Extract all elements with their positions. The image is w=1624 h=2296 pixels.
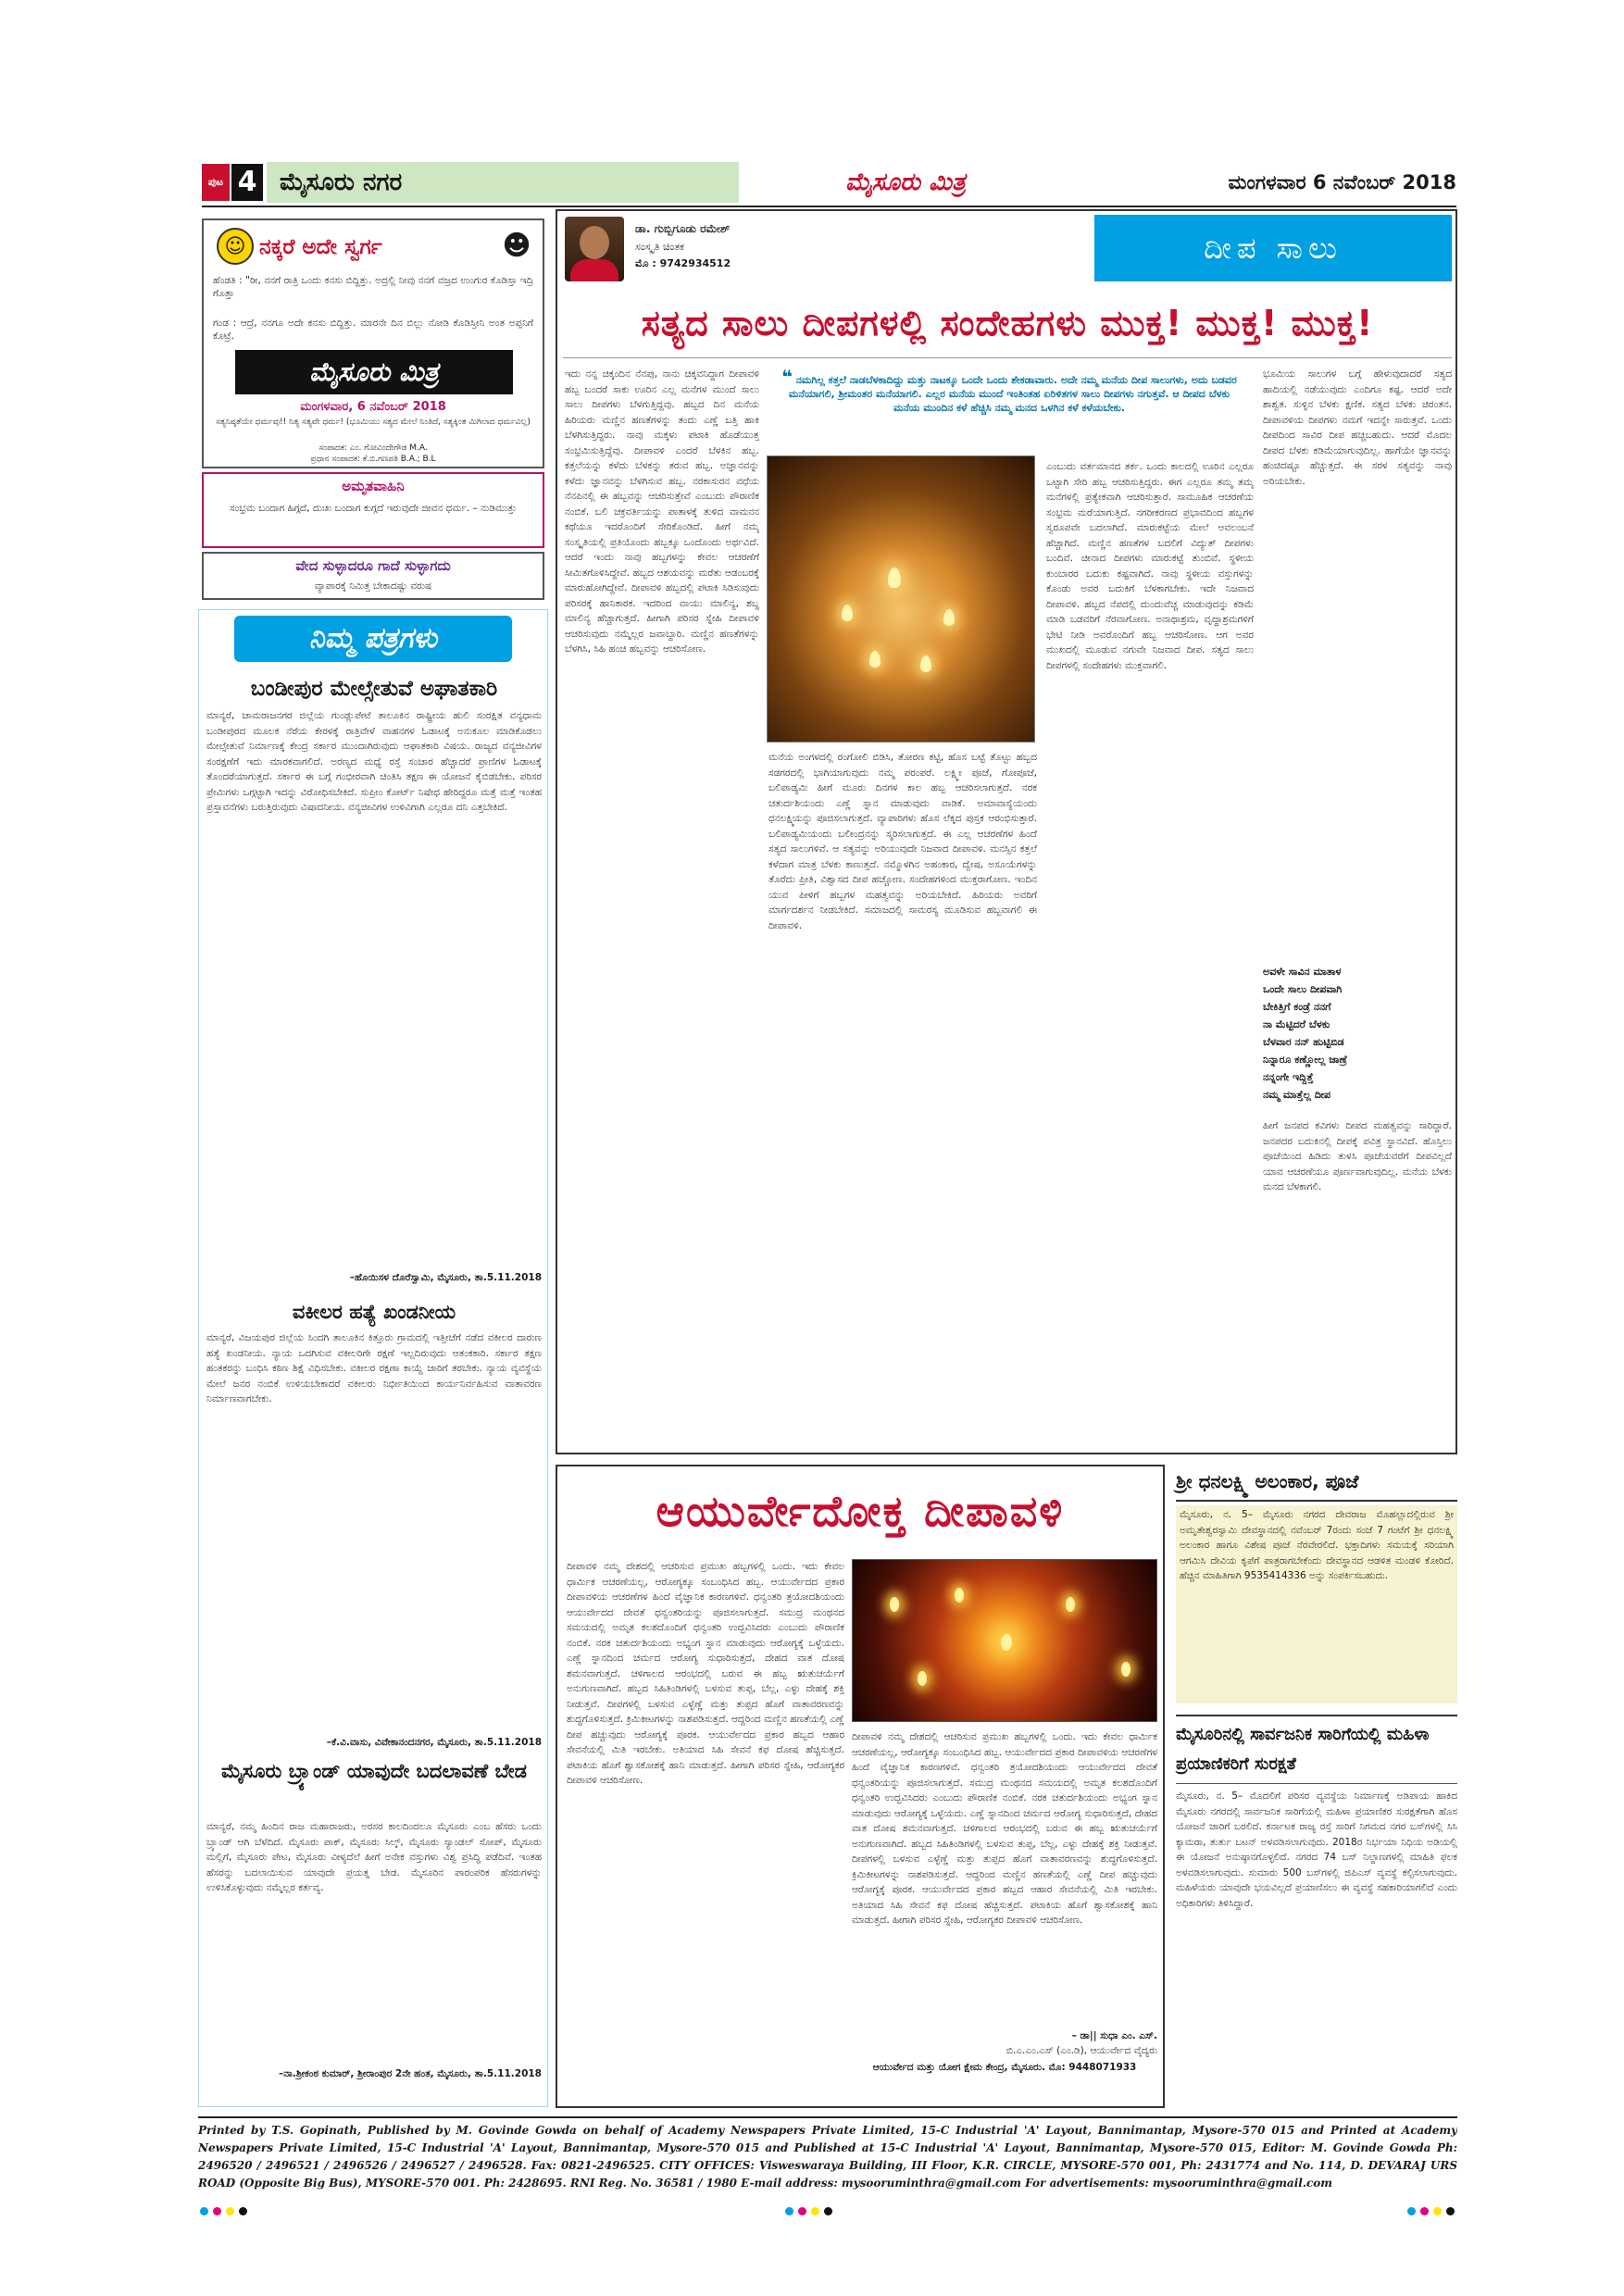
dhanalakshmi-rule xyxy=(1176,1500,1457,1502)
mahila-title: ಮೈಸೂರಿನಲ್ಲಿ ಸಾರ್ವಜನಿಕ ಸಾರಿಗೆಯಲ್ಲಿ ಮಹಿಳಾ ಪ್ರಯಾಣಿಕರಿಗೆ ಸುರಕ್ಷತೆ xyxy=(1176,1725,1430,1774)
author-photo xyxy=(565,217,624,281)
letter-3-signature: –ನಾ.ಶ್ರೀಕಂಠ ಕುಮಾರ್, ಶ್ರೀರಾಂಪುರ 2ನೇ ಹಂತ, ಮೈಸೂರು, ತಾ.5.11.2018 xyxy=(279,2068,542,2079)
deepa-col-mid: ಮನೆಯ ಅಂಗಳದಲ್ಲಿ ರಂಗೋಲಿ ಬಿಡಿಸಿ, ತೋರಣ ಕಟ್ಟಿ, ಹೊಸ ಬಟ್ಟೆ ತೊಟ್ಟು ಹಬ್ಬದ ಸಡಗರದಲ್ಲಿ ಭಾಗಿಯಾಗುವುದು ನಮ್ಮ ಪರಂಪರೆ. ಲಕ್ಷ್ಮೀ ಪೂಜೆ, ಗೋಪೂಜೆ, ಬಲಿಪಾಡ್ಯಮಿ ಹೀಗೆ ಮೂರು ದಿನಗಳ ಕಾಲ ಹಬ್ಬ ಆಚರಿಸಲಾಗುತ್ತದೆ. ನರಕ ಚತುರ್ದಶಿಯಂದು ಎಣ್ಣೆ ಸ್ನಾನ ಮಾಡುವುದು ವಾಡಿಕೆ. ಅಮಾವಾಸ್ಯೆಯಂದು ಧನಲಕ್ಷ್ಮಿಯನ್ನು ಪೂಜಿಸಲಾಗುತ್ತದೆ. ವ್ಯಾಪಾರಿಗಳು ಹೊಸ ಲೆಕ್ಕದ ಪುಸ್ತಕ ಆರಂಭಿಸುತ್ತಾರೆ. ಬಲಿಪಾಡ್ಯಮಿಯಂದು ಬಲೀಂದ್ರನನ್ನು ಸ್ಮರಿಸಲಾಗುತ್ತದೆ. ಈ ಎಲ್ಲ ಆಚರಣೆಗಳ ಹಿಂದೆ ಸತ್ಯದ ಸಾಲುಗಳಿವೆ. ಆ ಸತ್ಯವನ್ನು ಅರಿಯುವುದೇ ನಿಜವಾದ ದೀಪಾವಳಿ. ಮನಸ್ಸಿನ ಕತ್ತಲೆ ಕಳೆದಾಗ ಮಾತ್ರ ಬೆಳಕು ಕಾಣುತ್ತದೆ. ನಮ್ಮೊಳಗಿನ ಅಹಂಕಾರ, ದ್ವೇಷ, ಅಸೂಯೆಗಳನ್ನು ತೊರೆದು ಪ್ರೀತಿ, ವಿಶ್ವಾಸದ ದೀಪ ಹಚ್ಚೋಣ. ಸಂದೇಹಗಳಿಂದ ಮುಕ್ತರಾಗೋಣ. ಇಂದಿನ ಯುವ ಪೀಳಿಗೆ ಹಬ್ಬಗಳ ಮಹತ್ವವನ್ನು ಅರಿಯಬೇಕಿದೆ. ಹಿರಿಯರು ಅವರಿಗೆ ಮಾರ್ಗದರ್ಶನ ನೀಡಬೇಕಿದೆ. ಸಮಾಜದಲ್ಲಿ ಸಾಮರಸ್ಯ ಮೂಡಿಸುವ ಹಬ್ಬವಾಗಲಿ ಈ ದೀಪಾವಳಿ. xyxy=(768,752,1037,931)
registration-mark-black xyxy=(239,2207,247,2215)
diya-flame-icon-2 xyxy=(842,605,853,621)
mahila-rule xyxy=(1176,1783,1457,1784)
letter-2-title: ವಕೀಲರ ಹತ್ಯೆ ಖಂಡನೀಯ xyxy=(292,1301,456,1323)
registration-mark-cyan xyxy=(1407,2207,1416,2215)
deepa-headline: ಸತ್ಯದ ಸಾಲು ದೀಪಗಳಲ್ಲಿ ಸಂದೇಹಗಳು ಮುಕ್ತ! ಮುಕ್ತ! ಮುಕ್ತ! xyxy=(641,303,1374,343)
dhanalakshmi-title: ಶ್ರೀ ಧನಲಕ್ಷ್ಮಿ ಅಲಂಕಾರ, ಪೂಜೆ xyxy=(1176,1470,1359,1492)
ayurveda-byline-qualification: ಬಿ.ಎ.ಎಂ.ಎಸ್ (ಎಂ.ಡಿ), ಆಯುರ್ವೇದ ವೈದ್ಯರು xyxy=(1006,2045,1157,2056)
footer-rule xyxy=(198,2116,1457,2118)
humor-box xyxy=(202,218,544,468)
lamp-flame-icon xyxy=(918,1671,927,1686)
lamp-flame-icon xyxy=(890,1597,899,1612)
amrutha-text: ಸಂಭ್ರಮ ಬಂದಾಗ ಹಿಗ್ಗದೆ, ದುಃಖ ಬಂದಾಗ ಕುಗ್ಗದೆ ಇರುವುದೇ ಜೀವನ ಧರ್ಮ. – ನುಡಿಮುತ್ತು xyxy=(230,503,517,514)
deepa-col-3: ಎಂಬುದು ವರ್ತಮಾನದ ತರ್ಕ. ಒಂದು ಕಾಲದಲ್ಲಿ ಊರಿನ ಎಲ್ಲರೂ ಒಟ್ಟಾಗಿ ಸೇರಿ ಹಬ್ಬ ಆಚರಿಸುತ್ತಿದ್ದರು. ಈಗ ಎಲ್ಲರೂ ತಮ್ಮ ತಮ್ಮ ಮನೆಗಳಲ್ಲಿ ಪ್ರತ್ಯೇಕವಾಗಿ ಆಚರಿಸುತ್ತಾರೆ. ಸಾಮೂಹಿಕ ಆಚರಣೆಯ ಸಂಭ್ರಮ ಮರೆಯಾಗುತ್ತಿದೆ. ನಗರೀಕರಣದ ಪ್ರಭಾವದಿಂದ ಹಬ್ಬಗಳ ಸ್ವರೂಪವೇ ಬದಲಾಗಿದೆ. ಮಾರುಕಟ್ಟೆಯ ಮೇಲೆ ಅವಲಂಬನೆ ಹೆಚ್ಚಾಗಿದೆ. ಮಣ್ಣಿನ ಹಣತೆಗಳ ಬದಲಿಗೆ ವಿದ್ಯುತ್ ದೀಪಗಳು ಬಂದಿವೆ. ಚೀನಾದ ದೀಪಗಳು ಮಾರುಕಟ್ಟೆ ತುಂಬಿವೆ. ಸ್ಥಳೀಯ ಕುಂಬಾರರ ಬದುಕು ಕಷ್ಟವಾಗಿದೆ. ನಾವು ಸ್ಥಳೀಯ ವಸ್ತುಗಳನ್ನು ಕೊಂಡು ಅವರ ಬದುಕಿಗೆ ಬೆಳಕಾಗಬೇಕು. ಇದೇ ನಿಜವಾದ ದೀಪಾವಳಿ. ಹಬ್ಬದ ನೆಪದಲ್ಲಿ ದುಂದುವೆಚ್ಚ ಮಾಡುವುದನ್ನು ಕಡಿಮೆ ಮಾಡಿ ಬಡವರಿಗೆ ನೆರವಾಗೋಣ. ಅನಾಥಾಶ್ರಮ, ವೃದ್ಧಾಶ್ರಮಗಳಿಗೆ ಭೇಟಿ ನೀಡಿ ಅವರೊಂದಿಗೆ ಹಬ್ಬ ಆಚರಿಸೋಣ. ಆಗ ಅವರ ಮುಖದಲ್ಲಿ ಮೂಡುವ ನಗುವೇ ನಿಜವಾದ ದೀಪ. ಸತ್ಯದ ಸಾಲು ದೀಪಗಳಲ್ಲಿ ಸಂದೇಹಗಳು ಮುಕ್ತವಾಗಲಿ. xyxy=(1046,461,1254,671)
poem-line: ನಮ್ಮ ಮಾತ್ತೆಲ್ಲ ದೀಪ xyxy=(1263,1089,1331,1101)
registration-mark-cyan xyxy=(200,2207,208,2215)
letter-1-body: ಮಾನ್ಯರೆ, ಚಾಮರಾಜನಗರ ಜಿಲ್ಲೆಯ ಗುಂಡ್ಲುಪೇಟೆ ತಾಲೂಕಿನ ರಾಷ್ಟ್ರೀಯ ಹುಲಿ ಸಂರಕ್ಷಿತ ವನ್ಯಧಾಮ ಬಂಡೀಪುರದ ಮೂಲಕ ನೆರೆಯ ಕೇರಳಕ್ಕೆ ರಾತ್ರಿವೇಳೆ ವಾಹನಗಳ ಓಡಾಟಕ್ಕೆ ಅನುಕೂಲ ಮಾಡಿಕೊಡಲು ಮೇಲ್ಸೇತುವೆ ನಿರ್ಮಾಣಕ್ಕೆ ಕೇಂದ್ರ ಸರ್ಕಾರ ಮುಂದಾಗಿರುವುದು ಆಘಾತಕಾರಿ ವಿಷಯ. ರಾಜ್ಯದ ವನ್ಯಜೀವಿಗಳ ಸಂರಕ್ಷಣೆಗೆ ಇದು ಮಾರಕವಾಗಲಿದೆ. ಅರಣ್ಯದ ಮಧ್ಯೆ ರಸ್ತೆ ಸಂಚಾರ ಹೆಚ್ಚಾದರೆ ಪ್ರಾಣಿಗಳ ಓಡಾಟಕ್ಕೆ ತೊಂದರೆಯಾಗುತ್ತದೆ. ಸರ್ಕಾರ ಈ ಬಗ್ಗೆ ಗಂಭೀರವಾಗಿ ಚಿಂತಿಸಿ ತಕ್ಷಣ ಈ ಯೋಜನೆ ಕೈಬಿಡಬೇಕು. ಪರಿಸರ ಪ್ರೇಮಿಗಳು ಒಗ್ಗಟ್ಟಾಗಿ ಇದನ್ನು ವಿರೋಧಿಸಬೇಕಿದೆ. ಸುಪ್ರೀಂ ಕೋರ್ಟ್ ನಿಷೇಧ ಹೇರಿದ್ದರೂ ಮತ್ತೆ ಮತ್ತೆ ಇಂತಹ ಪ್ರಸ್ತಾವನೆಗಳು ಬರುತ್ತಿರುವುದು ವಿಷಾದನೀಯ. ವನ್ಯಜೀವಿಗಳ ಉಳಿವಿಗಾಗಿ ಎಲ್ಲರೂ ದನಿ ಎತ್ತಬೇಕಿದೆ. xyxy=(206,710,542,813)
header-rule xyxy=(202,206,1456,207)
pullquote-text: ನಮಗಿಲ್ಲ ಕತ್ತಲೆ ನಾಡಬೆಳಕಾದಿದ್ದು ಮತ್ತು ನಾಟಕ್ಕೂ ಒಂದೇ ಒಂದು ಶೇಕಡಾವಾರು. ಅದೇ ನಮ್ಮ ಮನೆಯ ದೀಪ ಸಾಲುಗಳು, ಅದು ಬಡವರ ಮನೆಯಾಗಲಿ, ಶ್ರೀಮಂತರ ಮನೆಯಾಗಲಿ. ಎಲ್ಲರ ಮನೆಯ ಮುಂದೆ ಇಂತಿಂತಹ ಏರಿಳಿತಗಳ ಸಾಲು ದೀಪಗಳು ನಗುತ್ತವೆ. ಆ ದೀಪದ ಬೆಳಕು ಮನೆಯ ಮುಂದಿನ ಕಳೆ ಹೆಚ್ಚಿಸಿ ನಮ್ಮ ಮನದ ಒಳಗಿನ ಕಳೆ ಕಳೆಯಬೇಕು. xyxy=(788,374,1237,414)
deepa-col-4: ಭೂಮಿಯ ಸಾಲುಗಳ ಬಗ್ಗೆ ಹೇಳುವುದಾದರೆ ಸತ್ಯದ ಹಾದಿಯಲ್ಲಿ ನಡೆಯುವುದು ಎಂದಿಗೂ ಕಷ್ಟ. ಆದರೆ ಅದೇ ಶಾಶ್ವತ. ಸುಳ್ಳಿನ ಬೆಳಕು ಕ್ಷಣಿಕ. ಸತ್ಯದ ಬೆಳಕು ಚಿರಂತನ. ದೀಪಾವಳಿಯ ದೀಪಗಳು ನಮಗೆ ಇದನ್ನೇ ಸಾರುತ್ತವೆ. ಒಂದು ದೀಪದಿಂದ ಸಾವಿರ ದೀಪ ಹಚ್ಚಬಹುದು. ಆದರೆ ಮೊದಲ ದೀಪದ ಬೆಳಕು ಕಡಿಮೆಯಾಗುವುದಿಲ್ಲ. ಹಾಗೆಯೇ ಜ್ಞಾನವನ್ನು ಹಂಚಿದಷ್ಟೂ ಹೆಚ್ಚುತ್ತದೆ. ಈ ಸರಳ ಸತ್ಯವನ್ನು ನಾವು ಅರಿಯಬೇಕು. xyxy=(1263,368,1452,487)
author-shirt-icon xyxy=(570,259,618,281)
headline-rule xyxy=(563,357,1452,358)
letter-2-signature: –ಕೆ.ವಿ.ವಾಸು, ವಿವೇಕಾನಂದನಗರ, ಮೈಸೂರು, ತಾ.5.11.2018 xyxy=(326,1737,542,1748)
ayurveda-article xyxy=(556,1465,1165,2108)
registration-mark-magenta xyxy=(798,2207,806,2215)
ayurveda-byline-contact: ಆಯುರ್ವೇದ ಮತ್ತು ಯೋಗ ಕ್ಷೇಮ ಕೇಂದ್ರ, ಮೈಸೂರು. ಮೊ: 9448071933 xyxy=(872,2062,1137,2073)
letter-1-title: ಬಂಡೀಪುರ ಮೇಲ್ಸೇತುವೆ ಅಘಾತಕಾರಿ xyxy=(250,677,498,701)
amrutha-box xyxy=(202,472,544,548)
poem-line: ಬೆಳವಾರ ನನ್ ಹುಟ್ಟಿಬಿಡ xyxy=(1263,1036,1344,1048)
letter-3-title: ಮೈಸೂರು ಬ್ರ್ಯಾಂಡ್ ಯಾವುದೇ ಬದಲಾವಣೆ ಬೇಡ xyxy=(220,1760,528,1782)
letter-2-body: ಮಾನ್ಯರೆ, ವಿಜಯಪುರ ಜಿಲ್ಲೆಯ ಸಿಂದಗಿ ತಾಲೂಕಿನ ಕಿತ್ತೂರು ಗ್ರಾಮದಲ್ಲಿ ಇತ್ತೀಚೆಗೆ ನಡೆದ ವಕೀಲರ ದಾರುಣ ಹತ್ಯೆ ಖಂಡನೀಯ. ನ್ಯಾಯ ಒದಗಿಸುವ ವಕೀಲರಿಗೇ ರಕ್ಷಣೆ ಇಲ್ಲದಿರುವುದು ಆತಂಕಕಾರಿ. ಸರ್ಕಾರ ತಕ್ಷಣ ಹಂತಕರನ್ನು ಬಂಧಿಸಿ ಕಠಿಣ ಶಿಕ್ಷೆ ವಿಧಿಸಬೇಕು. ವಕೀಲರ ರಕ್ಷಣಾ ಕಾಯ್ದೆ ಜಾರಿಗೆ ತರಬೇಕು. ನ್ಯಾಯ ವ್ಯವಸ್ಥೆಯ ಮೇಲೆ ಜನರ ನಂಬಿಕೆ ಉಳಿಯಬೇಕಾದರೆ ವಕೀಲರು ನಿರ್ಭೀತಿಯಿಂದ ಕಾರ್ಯನಿರ್ವಹಿಸುವ ವಾತಾವರಣ ನಿರ್ಮಾಣವಾಗಬೇಕು. xyxy=(206,1332,542,1404)
lamp-flame-icon xyxy=(955,1588,964,1603)
amrutha-title: ಅಮೃತವಾಹಿನಿ xyxy=(342,478,405,494)
letter-1-signature: –ಹೊಯಿಸಳ ದೊರೆಸ್ವಾಮಿ, ಮೈಸೂರು, ತಾ.5.11.2018 xyxy=(349,1272,542,1283)
page-label-box: ಪುಟ xyxy=(202,164,230,201)
lamp-flame-icon xyxy=(1066,1597,1075,1612)
registration-mark-yellow xyxy=(226,2207,234,2215)
letter-3-body: ಮಾನ್ಯರೆ, ನಮ್ಮ ಹಿಂದಿನ ರಾಜ ಮಹಾರಾಜರು, ಅರಸರ ಕಾಲದಿಂದಲೂ ಮೈಸೂರು ಎಂಬ ಹೆಸರು ಒಂದು ಬ್ರ್ಯಾಂಡ್ ಆಗಿ ಬೆಳೆದಿದೆ. ಮೈಸೂರು ಪಾಕ್, ಮೈಸೂರು ಸಿಲ್ಕ್, ಮೈಸೂರು ಸ್ಯಾಂಡಲ್ ಸೋಪ್, ಮೈಸೂರು ಮಲ್ಲಿಗೆ, ಮೈಸೂರು ಪೇಟ, ಮೈಸೂರು ವೀಳ್ಯದೆಲೆ ಹೀಗೆ ಅನೇಕ ವಸ್ತುಗಳು ವಿಶ್ವ ಪ್ರಸಿದ್ಧಿ ಪಡೆದಿವೆ. ಇಂತಹ ಹೆಸರನ್ನು ಬದಲಾಯಿಸುವ ಯಾವುದೇ ಪ್ರಯತ್ನ ಬೇಡ. ಮೈಸೂರಿನ ಪಾರಂಪರಿಕ ಹೆಸರುಗಳನ್ನು ಉಳಿಸಿಕೊಳ್ಳುವುದು ನಮ್ಮೆಲ್ಲರ ಕರ್ತವ್ಯ. xyxy=(206,1821,542,1893)
page-date: ಮಂಗಳವಾರ 6 ನವೆಂಬರ್ 2018 xyxy=(1228,171,1456,193)
vedha-text: ವ್ಯಾಪಾರಕ್ಕೆ ನಿಮಿತ್ತ ಬೇಕಾದಷ್ಟು ವರುಷ xyxy=(314,580,432,592)
ayurveda-byline: – ಡಾ|| ಸುಧಾ ಎಂ. ಎಸ್. xyxy=(1071,2030,1157,2041)
deepa-pullquote xyxy=(768,365,1250,450)
dhanalakshmi-body: ಮೈಸೂರು, ನ. 5– ಮೈಸೂರು ನಗರದ ದೇವರಾಜ ಮೊಹಲ್ಲಾದಲ್ಲಿರುವ ಶ್ರೀ ಅಮೃತೇಶ್ವರಸ್ವಾಮಿ ದೇವಸ್ಥಾನದಲ್ಲಿ ನವೆಂಬರ್ 7ರಂದು ಸಂಜೆ 7 ಗಂಟೆಗೆ ಶ್ರೀ ಧನಲಕ್ಷ್ಮಿ ಅಲಂಕಾರ ಹಾಗೂ ವಿಶೇಷ ಪೂಜೆ ನೆರವೇರಲಿದೆ. ಭಕ್ತಾದಿಗಳು ಸಮಯಕ್ಕೆ ಸರಿಯಾಗಿ ಆಗಮಿಸಿ ದೇವಿಯ ಕೃಪೆಗೆ ಪಾತ್ರರಾಗಬೇಕೆಂದು ದೇವಸ್ಥಾನದ ಆಡಳಿತ ಮಂಡಳಿ ಕೋರಿದೆ. ಹೆಚ್ಚಿನ ಮಾಹಿತಿಗಾಗಿ 9535414336 ಅನ್ನು ಸಂಪರ್ಕಿಸಬಹುದು. xyxy=(1176,1505,1457,1703)
registration-mark-black xyxy=(824,2207,832,2215)
footer-imprint: Printed by T.S. Gopinath, Published by M. Govinde Gowda on behalf of Academy Newspapers Private Limited, 15-C Industrial 'A' Layout, Bannimantap, Mysore-570 015 and Printed at Academy Newspapers Private Limited, 15-C Industrial 'A' Layout, Bannimantap, Mysore-570 015 and Published at 15-C Industrial 'A' Layout, Bannimantap, Mysore-570 015, Editor: M. Govinde Gowda Ph: 2496520 / 2496521 / 2496526 / 2496527 / 2496528. Fax: 0821-2496525. CITY OFFICES: Visweswaraya Building, III Floor, K.R. CIRCLE, MYSORE-570 001, Ph: 2431774 and No. 114, D. DEVARAJ URS ROAD (Opposite Big Bus), MYSORE-570 001. Ph: 2428695. RNI Reg. No. 36581 / 1980 E-mail address: mysooruminthra@gmail.com For advertisements: mysooruminthra@gmail.com xyxy=(198,2124,1457,2190)
letters-section xyxy=(198,609,548,2107)
registration-mark-magenta xyxy=(213,2207,221,2215)
diya-flame-icon-4 xyxy=(869,651,881,668)
laugh-icon: ☺ xyxy=(217,228,254,265)
vedha-box xyxy=(202,552,544,600)
diya-flame-icon-3 xyxy=(943,609,955,626)
deepa-article xyxy=(556,209,1457,1454)
author-phone: ಮೊ : 9742934512 xyxy=(635,257,731,269)
humor-line-husband: ಗಂಡ : ಆದ್ರೆ, ನನಗೂ ಅದೇ ಕನಸು ಬಿದ್ದಿತ್ತು. ಮಾರನೇ ದಿನ ಬಿಲ್ಲು ನೋಡಿ ಕೊಡಿಸ್ತೀನಿ ಅಂತ ಅಪ್ಪನಿಗೆ ಕೊಟ್ರೆ. xyxy=(213,318,533,342)
poem-line: ನನ್ನಂಗೇ ಇದ್ದಿತ್ತೆ xyxy=(1263,1071,1314,1083)
mitra-logo-box: ಮೈಸೂರು ಮಿತ್ರ xyxy=(235,350,513,394)
humor-line-wife: ಹೆಂಡತಿ : "ರೀ, ನನಗೆ ರಾತ್ರಿ ಒಂದು ಕನಸು ಬಿದ್ದಿತ್ತು. ಅದ್ರಲ್ಲಿ ನೀವು ನನಗೆ ವಜ್ರದ ಉಂಗುರ ಕೊಡಿಸ್ತಾ ಇದ್ರಿ ಗೊತ್ತಾ xyxy=(213,275,533,299)
diya-flame-icon-5 xyxy=(920,655,931,672)
mitra-chief-editor: ಪ್ರಧಾನ ಸಂಪಾದಕ: ಕೆ.ಬಿ.ಗಣಪತಿ B.A.; B.L xyxy=(310,455,436,464)
poem-line: ನಾ ಮೆಟ್ಟಿದರೆ ಬೆಳಕು xyxy=(1263,1018,1330,1030)
deepa-col-1: ಇದು ನನ್ನ ಚಿಕ್ಕಂದಿನ ನೆನಪು, ನಾನು ಚಿಕ್ಕವನಿದ್ದಾಗ ದೀಪಾವಳಿ ಹಬ್ಬ ಬಂದರೆ ಸಾಕು ಊರಿನ ಎಲ್ಲ ಮನೆಗಳ ಮುಂದೆ ಸಾಲು ಸಾಲು ದೀಪಗಳು ಬೆಳಗುತ್ತಿದ್ದವು. ಹಬ್ಬದ ದಿನ ಮನೆಯ ಹಿರಿಯರು ಮಣ್ಣಿನ ಹಣತೆಗಳನ್ನು ತಂದು ಎಣ್ಣೆ ಬತ್ತಿ ಹಾಕಿ ಬೆಳಗಿಸುತ್ತಿದ್ದರು. ನಾವು ಮಕ್ಕಳು ಪಟಾಕಿ ಹೊಡೆಯುತ್ತ ಸಂಭ್ರಮಿಸುತ್ತಿದ್ದೆವು. ದೀಪಾವಳಿ ಎಂದರೆ ಬೆಳಕಿನ ಹಬ್ಬ. ಕತ್ತಲೆಯನ್ನು ಕಳೆದು ಬೆಳಕನ್ನು ತರುವ ಹಬ್ಬ. ಅಜ್ಞಾನವನ್ನು ಕಳೆದು ಜ್ಞಾನವನ್ನು ಬೆಳಗಿಸುವ ಹಬ್ಬ. ನರಕಾಸುರನ ವಧೆಯ ನೆನಪಿನಲ್ಲಿ ಈ ಹಬ್ಬವನ್ನು ಆಚರಿಸುತ್ತೇವೆ ಎಂಬುದು ಪೌರಾಣಿಕ ನಂಬಿಕೆ. ಬಲಿ ಚಕ್ರವರ್ತಿಯನ್ನು ಪಾತಾಳಕ್ಕೆ ತುಳಿದ ವಾಮನನ ಕಥೆಯೂ ಇದರೊಂದಿಗೆ ಸೇರಿಕೊಂಡಿದೆ. ಹೀಗೆ ನಮ್ಮ ಸಂಸ್ಕೃತಿಯಲ್ಲಿ ಪ್ರತಿಯೊಂದು ಹಬ್ಬಕ್ಕೂ ಒಂದೊಂದು ಅರ್ಥವಿದೆ. ಆದರೆ ಇಂದು ನಾವು ಹಬ್ಬಗಳನ್ನು ಕೇವಲ ಆಚರಣೆಗೆ ಸೀಮಿತಗೊಳಿಸಿದ್ದೇವೆ. ಹಬ್ಬದ ಆಶಯವನ್ನು ಮರೆತು ಆಡಂಬರಕ್ಕೆ ಮಾರುಹೋಗಿದ್ದೇವೆ. ದೀಪಾವಳಿ ಹಬ್ಬದಲ್ಲಿ ಪಟಾಕಿ ಸಿಡಿಸುವುದು ಪರಿಸರಕ್ಕೆ ಹಾನಿಕಾರಕ. ಇದರಿಂದ ವಾಯು ಮಾಲಿನ್ಯ, ಶಬ್ದ ಮಾಲಿನ್ಯ ಹೆಚ್ಚಾಗುತ್ತದೆ. ಹೀಗಾಗಿ ಪರಿಸರ ಸ್ನೇಹಿ ದೀಪಾವಳಿ ಆಚರಿಸುವುದು ನಮ್ಮೆಲ್ಲರ ಜವಾಬ್ದಾರಿ. ಮಣ್ಣಿನ ಹಣತೆಗಳನ್ನು ಬೆಳಗಿಸಿ, ಸಿಹಿ ಹಂಚಿ ಹಬ್ಬವನ್ನು ಆಚರಿಸೋಣ. xyxy=(565,368,759,655)
deepa-poem xyxy=(1263,963,1452,1111)
ayurveda-col-1: ದೀಪಾವಳಿ ನಮ್ಮ ದೇಶದಲ್ಲಿ ಆಚರಿಸುವ ಪ್ರಮುಖ ಹಬ್ಬಗಳಲ್ಲಿ ಒಂದು. ಇದು ಕೇವಲ ಧಾರ್ಮಿಕ ಆಚರಣೆಯಲ್ಲ, ಆರೋಗ್ಯಕ್ಕೂ ಸಂಬಂಧಿಸಿದ ಹಬ್ಬ. ಆಯುರ್ವೇದದ ಪ್ರಕಾರ ದೀಪಾವಳಿಯ ಆಚರಣೆಗಳ ಹಿಂದೆ ವೈಜ್ಞಾನಿಕ ಕಾರಣಗಳಿವೆ. ಧನ್ವಂತರಿ ತ್ರಯೋದಶಿಯಂದು ಆಯುರ್ವೇದದ ದೇವತೆ ಧನ್ವಂತರಿಯನ್ನು ಪೂಜಿಸಲಾಗುತ್ತದೆ. ಸಮುದ್ರ ಮಂಥನದ ಸಮಯದಲ್ಲಿ ಅಮೃತ ಕಲಶದೊಂದಿಗೆ ಧನ್ವಂತರಿ ಉದ್ಭವಿಸಿದರು ಎಂಬುದು ಪೌರಾಣಿಕ ನಂಬಿಕೆ. ನರಕ ಚತುರ್ದಶಿಯಂದು ಅಭ್ಯಂಗ ಸ್ನಾನ ಮಾಡುವುದು ಆರೋಗ್ಯಕ್ಕೆ ಒಳ್ಳೆಯದು. ಎಣ್ಣೆ ಸ್ನಾನದಿಂದ ಚರ್ಮದ ಆರೋಗ್ಯ ಸುಧಾರಿಸುತ್ತದೆ, ದೇಹದ ವಾತ ದೋಷ ಶಮನವಾಗುತ್ತದೆ. ಚಳಿಗಾಲದ ಆರಂಭದಲ್ಲಿ ಬರುವ ಈ ಹಬ್ಬ ಋತುಚರ್ಯೆಗೆ ಅನುಗುಣವಾಗಿದೆ. ಹಬ್ಬದ ಸಿಹಿತಿಂಡಿಗಳಲ್ಲಿ ಬಳಸುವ ತುಪ್ಪ, ಬೆಲ್ಲ, ಎಳ್ಳು ದೇಹಕ್ಕೆ ಶಕ್ತಿ ನೀಡುತ್ತವೆ. ದೀಪಗಳಲ್ಲಿ ಬಳಸುವ ಎಳ್ಳೆಣ್ಣೆ ಮತ್ತು ತುಪ್ಪದ ಹೊಗೆ ವಾತಾವರಣವನ್ನು ಶುದ್ಧಗೊಳಿಸುತ್ತದೆ. ಕ್ರಿಮಿಕೀಟಗಳನ್ನು ನಾಶಪಡಿಸುತ್ತದೆ. ಆದ್ದರಿಂದ ಮಣ್ಣಿನ ಹಣತೆಯಲ್ಲಿ ಎಣ್ಣೆ ದೀಪ ಹಚ್ಚುವುದು ಆರೋಗ್ಯಕ್ಕೆ ಪೂರಕ. ಆಯುರ್ವೇದದ ಪ್ರಕಾರ ಹಬ್ಬದ ಆಹಾರ ಸೇವನೆಯಲ್ಲಿ ಮಿತಿ ಇರಬೇಕು. ಅತಿಯಾದ ಸಿಹಿ ಸೇವನೆ ಕಫ ದೋಷ ಹೆಚ್ಚಿಸುತ್ತದೆ. ಪಟಾಕಿಯ ಹೊಗೆ ಶ್ವಾಸಕೋಶಕ್ಕೆ ಹಾನಿ ಮಾಡುತ್ತದೆ. ಹೀಗಾಗಿ ಪರಿಸರ ಸ್ನೇಹಿ, ಆರೋಗ್ಯಕರ ದೀಪಾವಳಿ ಆಚರಿಸೋಣ. xyxy=(567,1561,844,1786)
letters-banner: ನಿಮ್ಮ ಪತ್ರಗಳು xyxy=(234,616,512,662)
registration-mark-magenta xyxy=(1420,2207,1429,2215)
ayurveda-col-2: ದೀಪಾವಳಿ ನಮ್ಮ ದೇಶದಲ್ಲಿ ಆಚರಿಸುವ ಪ್ರಮುಖ ಹಬ್ಬಗಳಲ್ಲಿ ಒಂದು. ಇದು ಕೇವಲ ಧಾರ್ಮಿಕ ಆಚರಣೆಯಲ್ಲ, ಆರೋಗ್ಯಕ್ಕೂ ಸಂಬಂಧಿಸಿದ ಹಬ್ಬ. ಆಯುರ್ವೇದದ ಪ್ರಕಾರ ದೀಪಾವಳಿಯ ಆಚರಣೆಗಳ ಹಿಂದೆ ವೈಜ್ಞಾನಿಕ ಕಾರಣಗಳಿವೆ. ಧನ್ವಂತರಿ ತ್ರಯೋದಶಿಯಂದು ಆಯುರ್ವೇದದ ದೇವತೆ ಧನ್ವಂತರಿಯನ್ನು ಪೂಜಿಸಲಾಗುತ್ತದೆ. ಸಮುದ್ರ ಮಂಥನದ ಸಮಯದಲ್ಲಿ ಅಮೃತ ಕಲಶದೊಂದಿಗೆ ಧನ್ವಂತರಿ ಉದ್ಭವಿಸಿದರು ಎಂಬುದು ಪೌರಾಣಿಕ ನಂಬಿಕೆ. ನರಕ ಚತುರ್ದಶಿಯಂದು ಅಭ್ಯಂಗ ಸ್ನಾನ ಮಾಡುವುದು ಆರೋಗ್ಯಕ್ಕೆ ಒಳ್ಳೆಯದು. ಎಣ್ಣೆ ಸ್ನಾನದಿಂದ ಚರ್ಮದ ಆರೋಗ್ಯ ಸುಧಾರಿಸುತ್ತದೆ, ದೇಹದ ವಾತ ದೋಷ ಶಮನವಾಗುತ್ತದೆ. ಚಳಿಗಾಲದ ಆರಂಭದಲ್ಲಿ ಬರುವ ಈ ಹಬ್ಬ ಋತುಚರ್ಯೆಗೆ ಅನುಗುಣವಾಗಿದೆ. ಹಬ್ಬದ ಸಿಹಿತಿಂಡಿಗಳಲ್ಲಿ ಬಳಸುವ ತುಪ್ಪ, ಬೆಲ್ಲ, ಎಳ್ಳು ದೇಹಕ್ಕೆ ಶಕ್ತಿ ನೀಡುತ್ತವೆ. ದೀಪಗಳಲ್ಲಿ ಬಳಸುವ ಎಳ್ಳೆಣ್ಣೆ ಮತ್ತು ತುಪ್ಪದ ಹೊಗೆ ವಾತಾವರಣವನ್ನು ಶುದ್ಧಗೊಳಿಸುತ್ತದೆ. ಕ್ರಿಮಿಕೀಟಗಳನ್ನು ನಾಶಪಡಿಸುತ್ತದೆ. ಆದ್ದರಿಂದ ಮಣ್ಣಿನ ಹಣತೆಯಲ್ಲಿ ಎಣ್ಣೆ ದೀಪ ಹಚ್ಚುವುದು ಆರೋಗ್ಯಕ್ಕೆ ಪೂರಕ. ಆಯುರ್ವೇದದ ಪ್ರಕಾರ ಹಬ್ಬದ ಆಹಾರ ಸೇವನೆಯಲ್ಲಿ ಮಿತಿ ಇರಬೇಕು. ಅತಿಯಾದ ಸಿಹಿ ಸೇವನೆ ಕಫ ದೋಷ ಹೆಚ್ಚಿಸುತ್ತದೆ. ಪಟಾಕಿಯ ಹೊಗೆ ಶ್ವಾಸಕೋಶಕ್ಕೆ ಹಾನಿ ಮಾಡುತ್ತದೆ. ಹೀಗಾಗಿ ಪರಿಸರ ಸ್ನೇಹಿ, ಆರೋಗ್ಯಕರ ದೀಪಾವಳಿ ಆಚರಿಸೋಣ. xyxy=(852,1731,1157,1926)
vedha-title: ವೇದ ಸುಳ್ಳಾದರೂ ಗಾದೆ ಸುಳ್ಳಾಗದು xyxy=(295,557,451,574)
poem-line: ಅವಳೇ ಸಾವಿನ ಮಾತಾಳ xyxy=(1263,966,1342,978)
author-face-icon xyxy=(580,226,609,259)
registration-mark-cyan xyxy=(785,2207,793,2215)
registration-mark-black xyxy=(1446,2207,1455,2215)
mitra-editor: ಸಂಪಾದಕ: ಎಂ. ಗೋವಿಂದೇಗೌಡ M.A. xyxy=(319,443,428,453)
diya-photo xyxy=(767,455,1035,742)
page-header xyxy=(202,162,1456,205)
poem-line: ನಿನ್ನಾರೂ ಕಣ್ಣೋಲ್ಲ ಜಾಣ್ರೆ xyxy=(1263,1054,1347,1066)
poem-line: ಒಂದೇ ಸಾಲು ದೀಪವಾಗಿ xyxy=(1263,983,1343,995)
mitra-date: ಮಂಗಳವಾರ, 6 ನವೆಂಬರ್ 2018 xyxy=(300,400,446,414)
masthead-logo: ಮೈಸೂರು ಮಿತ್ರ xyxy=(845,168,966,196)
dhanalakshmi-news xyxy=(1176,1465,1457,1707)
author-name: ಡಾ. ಗುಬ್ಬಿಗೂಡು ರಮೇಶ್ xyxy=(635,222,731,235)
ayurveda-headline: ಆಯುರ್ವೇದೋಕ್ತ ದೀಪಾವಳಿ xyxy=(656,1486,1065,1536)
poem-line: ಬೇಕಿತ್ತಿಗೆ ಕಂಡ್ರೆ ನನಗೆ xyxy=(1263,1001,1331,1013)
column-name-box: ದೀಪ ಸಾಲು xyxy=(1094,215,1452,281)
ayurveda-photo xyxy=(852,1559,1157,1722)
registration-mark-yellow xyxy=(811,2207,819,2215)
mahila-news xyxy=(1176,1715,1457,2108)
deepa-col-4-tail: ಹೀಗೆ ಜನಪದ ಕವಿಗಳು ದೀಪದ ಮಹತ್ವವನ್ನು ಸಾರಿದ್ದಾರೆ. ಜನಪದರ ಬದುಕಿನಲ್ಲಿ ದೀಪಕ್ಕೆ ಪವಿತ್ರ ಸ್ಥಾನವಿದೆ. ಹೊಸ್ತಿಲು ಪೂಜೆಯಿಂದ ಹಿಡಿದು ತುಳಸಿ ಪೂಜೆಯವರೆಗೆ ದೀಪವಿಲ್ಲದೆ ಯಾವ ಆಚರಣೆಯೂ ಪೂರ್ಣವಾಗುವುದಿಲ್ಲ. ಮನೆಯ ಬೆಳಕು ಮನದ ಬೆಳಕಾಗಲಿ. xyxy=(1263,1120,1452,1192)
section-title: ಮೈಸೂರು ನಗರ xyxy=(267,162,739,203)
lamp-flame-icon xyxy=(1001,1634,1012,1651)
mitra-motto: ಸತ್ಯನಿಷ್ಠತೆಯೇ ಧರ್ಮವು!! ನಿತ್ಯ ಸತ್ಯವೇ ಧರ್ಮ! (ಭೂಮಿಯು ಸತ್ಯದ ಮೇಲೆ ನಿಂತಿದೆ, ಸತ್ಯಕ್ಕಿಂತ ಮಿಗಿಲಾದ ಧರ್ಮವಿಲ್ಲ) xyxy=(216,418,531,427)
laughing-man-icon: ☻ xyxy=(502,230,531,262)
page-number: 4 xyxy=(231,164,263,201)
author-role: ಸಂಸ್ಕೃತಿ ಚಿಂತಕ xyxy=(635,241,684,253)
mahila-body: ಮೈಸೂರು, ನ. 5– ಮೊದಲಿಗೆ ಪರಿಸರ ವ್ಯವಸ್ಥೆಯ ನಿರ್ಮಾಣಕ್ಕೆ ಅಡಿಪಾಯ ಹಾಕಿದ ಮೈಸೂರು ನಗರದಲ್ಲಿ ಸಾರ್ವಜನಿಕ ಸಾರಿಗೆಯಲ್ಲಿ ಮಹಿಳಾ ಪ್ರಯಾಣಿಕರ ಸುರಕ್ಷತೆಗಾಗಿ ಹೊಸ ಯೋಜನೆ ಜಾರಿಗೆ ಬರಲಿದೆ. ಕರ್ನಾಟಕ ರಾಜ್ಯ ರಸ್ತೆ ಸಾರಿಗೆ ನಿಗಮದ ನಗರ ಬಸ್‌ಗಳಲ್ಲಿ ಸಿಸಿ ಕ್ಯಾಮರಾ, ತುರ್ತು ಬಟನ್ ಅಳವಡಿಸಲಾಗುವುದು. 2018ರ ನಿರ್ಭಯಾ ನಿಧಿಯ ಅಡಿಯಲ್ಲಿ ಈ ಯೋಜನೆ ಅನುಷ್ಠಾನಗೊಳ್ಳಲಿದೆ. ನಗರದ 74 ಬಸ್ ನಿಲ್ದಾಣಗಳಲ್ಲಿ ಮಾಹಿತಿ ಫಲಕ ಅಳವಡಿಸಲಾಗುವುದು. ಸುಮಾರು 500 ಬಸ್‌ಗಳಲ್ಲಿ ಜಿಪಿಎಸ್ ವ್ಯವಸ್ಥೆ ಕಲ್ಪಿಸಲಾಗುವುದು. ಮಹಿಳೆಯರು ಯಾವುದೇ ಭಯವಿಲ್ಲದೆ ಪ್ರಯಾಣಿಸಲು ಈ ವ್ಯವಸ್ಥೆ ಸಹಕಾರಿಯಾಗಲಿದೆ ಎಂದು ಅಧಿಕಾರಿಗಳು ತಿಳಿಸಿದ್ದಾರೆ. xyxy=(1176,1791,1457,1909)
diya-flame-icon-1 xyxy=(888,568,901,588)
quote-mark-icon: ❝ xyxy=(781,366,793,388)
humor-title: ನಕ್ಕರೆ ಅದೇ ಸ್ವರ್ಗ xyxy=(259,235,382,259)
registration-mark-yellow xyxy=(1433,2207,1442,2215)
lamp-flame-icon xyxy=(1121,1662,1131,1677)
